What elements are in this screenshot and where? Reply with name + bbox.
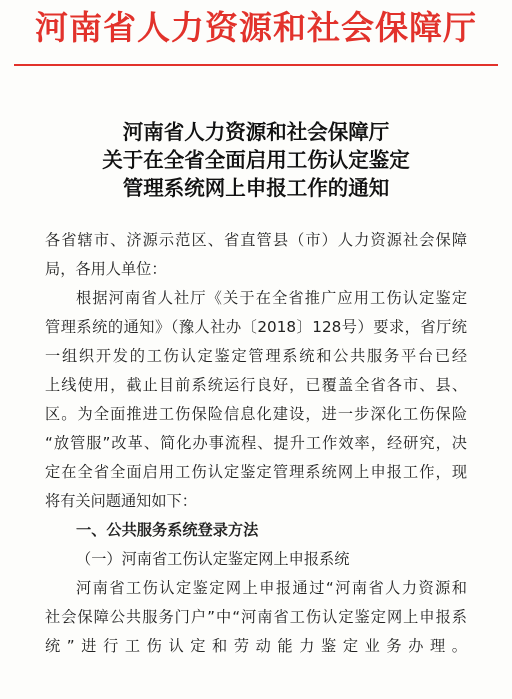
document-title-line-3: 管理系统网上申报工作的通知 bbox=[122, 176, 390, 200]
masthead-red-rule bbox=[14, 64, 498, 66]
paragraph-1-line-3: 一组织开发的工伤认定鉴定管理系统和公共服务平台已经 bbox=[45, 347, 467, 365]
paragraph-2-line-2: 社会保障公共服务门户”中“河南省工伤认定鉴定网上申报系 bbox=[45, 608, 467, 626]
subsection-1-heading: （一）河南省工伤认定鉴定网上申报系统 bbox=[76, 550, 350, 568]
document-title-line-1: 河南省人力资源和社会保障厅 bbox=[122, 120, 390, 144]
document-title-line-2: 关于在全省全面启用工伤认定鉴定 bbox=[102, 148, 410, 172]
salutation-line-1: 各省辖市、济源示范区、省直管县（市）人力资源社会保障 bbox=[45, 231, 467, 249]
paragraph-1-line-1: 根据河南省人社厅《关于在全省推广应用工伤认定鉴定 bbox=[76, 289, 467, 307]
paragraph-1-line-4: 上线使用，截止目前系统运行良好，已覆盖全省各市、县、 bbox=[45, 376, 467, 394]
paragraph-1-line-6: “放管服”改革、简化办事流程、提升工作效率，经研究，决 bbox=[45, 434, 467, 452]
paragraph-2-line-3: 统”进行工伤认定和劳动能力鉴定业务办理。 bbox=[45, 637, 467, 655]
paragraph-1-line-7: 定在全省全面启用工伤认定鉴定管理系统网上申报工作，现 bbox=[45, 463, 467, 481]
salutation-line-2: 局，各用人单位： bbox=[45, 260, 167, 278]
paragraph-2-line-1: 河南省工伤认定鉴定网上申报通过“河南省人力资源和 bbox=[76, 579, 467, 597]
paragraph-1-line-5: 区。为全面推进工伤保险信息化建设，进一步深化工伤保险 bbox=[45, 405, 467, 423]
section-1-heading: 一、公共服务系统登录方法 bbox=[76, 521, 259, 539]
document-title bbox=[0, 118, 512, 202]
paragraph-1-line-8: 将有关问题通知如下： bbox=[45, 492, 197, 510]
document-body bbox=[45, 226, 467, 661]
masthead-title: 河南省人力资源和社会保障厅 bbox=[35, 8, 477, 47]
paragraph-1-line-2: 管理系统的通知》（豫人社办〔2018〕128号）要求，省厅统 bbox=[45, 318, 467, 336]
